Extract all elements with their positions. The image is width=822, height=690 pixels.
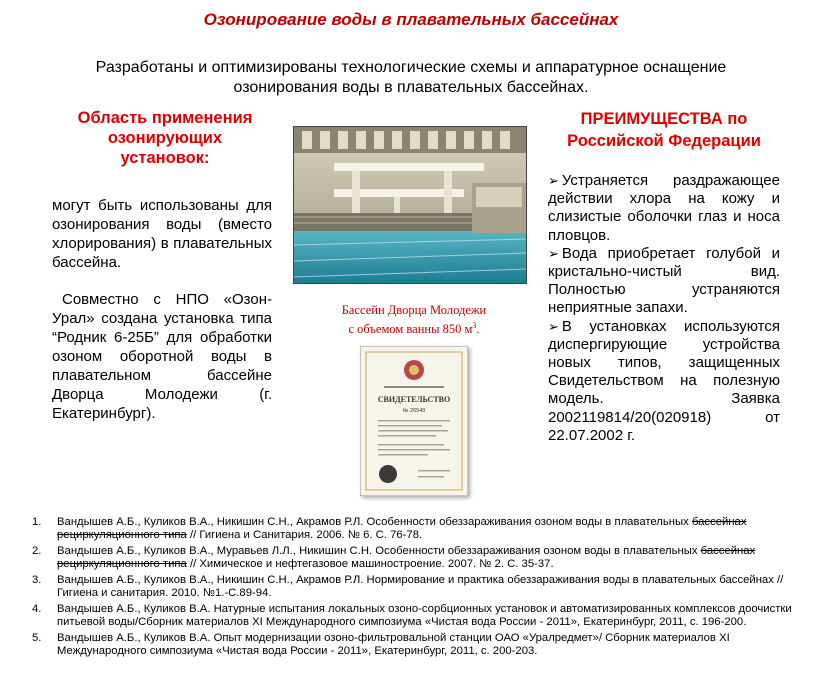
reference-text-part: Вандышев А.Б., Куликов В.А., Муравьев Л.Л., Никишин С.Н. Особенности обеззараживания озоном воды в плавательных [57,545,698,557]
reference-text [57,516,792,542]
advantage-text: Устраняется раздражающее действии хлора на кожу и слизистые оболочки глаз и носа пловцов. [548,172,780,244]
arrow-bullet-icon: ➢ [548,245,559,261]
references-list [32,516,792,661]
application-heading-line: установок: [120,149,210,167]
intro-line-1: Разработаны и оптимизированы технологические схемы и аппаратурное оснащение [95,59,727,76]
page-title: Озонирование воды в плавательных бассейнах [203,10,619,29]
advantages-heading-line: ПРЕИМУЩЕСТВА по [580,110,748,128]
application-heading-line: озонирующих [107,129,223,147]
certificate-number: № 26549 [402,408,426,414]
advantage-text: Вода приобретает голубой и кристально-чистый вид. Полностью устраняются неприятные запахи. [548,244,780,317]
photo-caption [300,302,528,337]
reference-number: 5. [32,632,42,644]
reference-text-part: Вандышев А.Б., Куликов В.А. Опыт модернизации озоно-фильтровальной станции ОАО «Уралредмет»/ Сборник материалов [57,632,716,644]
reference-text-part: Вандышев А.Б., Куликов В.А. Натурные испытания локальных озоно-сорбционных установок и автоматизированных комплексов доочистки питьевой воды/Сборник материалов XI Международного симпозиума «Чистая вода России - 2011», [57,603,792,628]
advantage-text: В установках используются диспергирующие устройства новых типов, защищенных Свидетельством на полезную модель. Заявка 2002119814/20(020918) от 22.07.2002 г. [548,317,780,444]
reference-text-part: // Гигиена и Санитария. 2006. № 6. С. 76-78. [186,529,423,541]
advantages-heading [548,108,780,152]
reference-text [57,545,792,571]
reference-item [32,545,792,571]
reference-item [32,516,792,542]
application-paragraph-2: Совместно с НПО «Озон-Урал» создана установка типа “Родник 6-25Б” для обработки озоном оборотной воды в плавательном бассейне Дворца Молодежи (г. Екатеринбург). [52,291,272,422]
photo-caption-line-2 [300,318,528,337]
reference-text-part: Вандышев А.Б., Куликов В.А., Никишин С.Н., Акрамов Р.Л. Нормирование и практика обеззараживания воды в плавательных [57,574,717,586]
reference-text-part: Екатеринбург, 2011, с. 196-200. [583,616,747,628]
advantage-item [548,245,780,318]
photo-caption-period: . [476,322,480,337]
reference-text-part: Вандышев А.Б., Куликов В.А., Никишин С.Н., Акрамов Р.Л. Особенности обеззараживания озоном воды в плавательных [57,516,689,528]
advantage-item [548,172,780,245]
reference-number: 2. [32,545,42,557]
reference-text-part: XI Международного симпозиума «Чистая вода России - 2011», Екатеринбург, 2011, с. 200-203. [57,632,730,657]
photo-caption-superscript: 3 [472,321,477,330]
advantages-heading-line: Российской Федерации [567,132,761,150]
photo-caption-line-1: Бассейн Дворца Молодежи [341,303,487,317]
reference-text [57,632,792,658]
reference-text-part: // Химическое и нефтегазовое машиностроение. 2007. № 2. С. 35-37. [186,558,554,570]
application-heading [50,108,280,168]
reference-number: 4. [32,603,42,615]
arrow-bullet-icon: ➢ [548,173,559,188]
reference-item [32,603,792,629]
reference-text-struck: бассейнах рециркуляционного типа [57,516,747,541]
pool-photo [293,126,527,284]
advantage-item [548,318,780,445]
reference-text-struck: бассейнах рециркуляционного типа [57,545,756,570]
application-heading-line: Область применения [77,109,253,127]
arrow-bullet-icon: ➢ [548,318,559,334]
reference-text [57,574,792,600]
reference-item [32,574,792,600]
intro-text [50,58,772,98]
certificate-image [360,346,468,496]
reference-text-part: бассейнах //Гигиена и санитария. 2010. №1.-С.89-94. [57,574,784,599]
intro-line-2: озонирования воды в плавательных бассейнах. [233,79,589,96]
reference-text [57,603,792,629]
reference-number: 3. [32,574,42,586]
advantages-list [548,172,780,445]
reference-item [32,632,792,658]
application-paragraph-1: могут быть использованы для озонирования воды (вместо хлорирования) в плавательных бассейна. [52,197,272,271]
reference-number: 1. [32,516,42,528]
certificate-heading: СВИДЕТЕЛЬСТВО [377,395,451,404]
photo-caption-volume: с объемом ванны 850 м [348,322,473,337]
